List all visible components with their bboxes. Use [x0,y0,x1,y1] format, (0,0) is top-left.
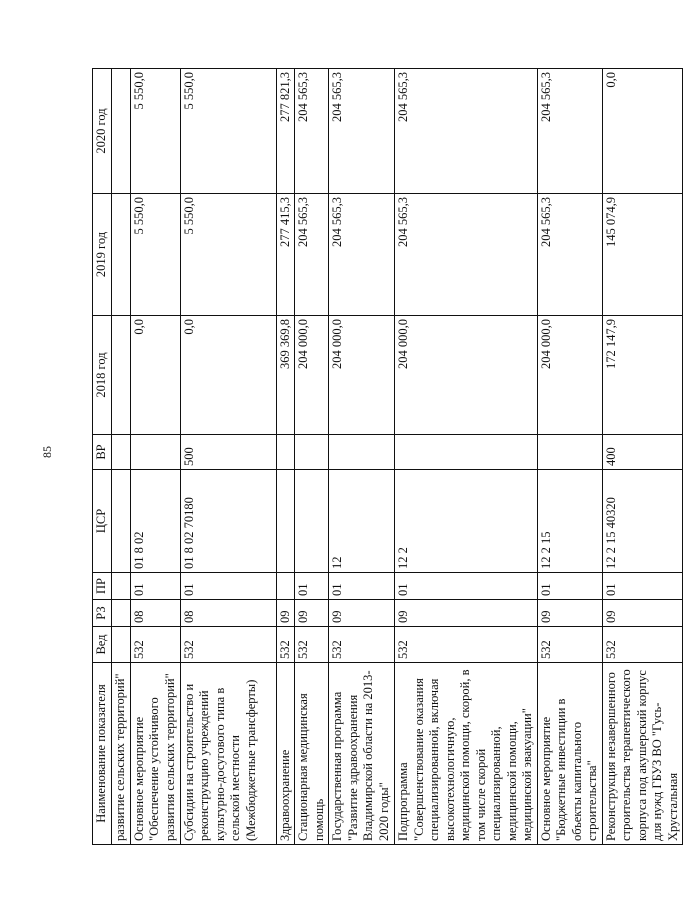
row-rz: 09 [329,600,395,627]
row-csr: 12 2 15 [537,470,602,573]
row-pr: 01 [329,573,395,600]
row-ved: 532 [602,627,683,663]
header-row [93,69,112,845]
row-rz [112,600,131,627]
row-vr [537,435,602,470]
table-row [537,69,602,845]
row-ved: 532 [180,627,276,663]
table-row [602,69,683,845]
row-2019: 204 565,3 [295,194,329,316]
row-pr: 01 [602,573,683,600]
row-ved: 532 [295,627,329,663]
header-ved: Вед [93,627,112,663]
row-vr [112,435,131,470]
row-name: развитие сельских территорий" [112,663,131,845]
row-csr: 12 [329,470,395,573]
row-ved: 532 [329,627,395,663]
budget-table [92,68,683,845]
row-rz: 09 [602,600,683,627]
row-2019: 204 565,3 [537,194,602,316]
row-2019 [112,194,131,316]
row-vr: 500 [180,435,276,470]
row-2020: 277 821,3 [276,69,295,194]
row-rz: 08 [180,600,276,627]
row-2018: 0,0 [180,316,276,435]
row-2018: 369 369,8 [276,316,295,435]
row-2020 [112,69,131,194]
row-name: Государственная программа "Развитие здравоохранения Владимирской области на 2013-2020 годы" [329,663,395,845]
header-2020: 2020 год [93,69,112,194]
row-2018: 204 000,0 [537,316,602,435]
row-vr [395,435,538,470]
table-row [295,69,329,845]
row-csr: 12 2 15 40320 [602,470,683,573]
row-2018: 0,0 [130,316,180,435]
row-vr [295,435,329,470]
table-row [276,69,295,845]
header-name: Наименование показателя [93,663,112,845]
row-rz: 08 [130,600,180,627]
row-rz: 09 [295,600,329,627]
row-2020: 204 565,3 [329,69,395,194]
row-csr: 01 8 02 [130,470,180,573]
table-row [130,69,180,845]
row-2020: 204 565,3 [395,69,538,194]
table-row [395,69,538,845]
row-rz: 09 [276,600,295,627]
row-2020: 5 550,0 [130,69,180,194]
row-pr: 01 [537,573,602,600]
row-2019: 204 565,3 [395,194,538,316]
row-name: Стационарная медицинская помощь [295,663,329,845]
row-vr [329,435,395,470]
row-name: Основное мероприятие "Бюджетные инвестиции в объекты капитального строительства" [537,663,602,845]
row-pr [112,573,131,600]
page-number: 85 [40,446,54,458]
row-ved: 532 [537,627,602,663]
row-pr: 01 [295,573,329,600]
row-csr [295,470,329,573]
row-2018: 204 000,0 [295,316,329,435]
row-vr [276,435,295,470]
row-2018: 204 000,0 [395,316,538,435]
row-ved: 532 [276,627,295,663]
header-rz: РЗ [93,600,112,627]
row-2019: 5 550,0 [180,194,276,316]
row-2018: 172 147,9 [602,316,683,435]
row-pr: 01 [180,573,276,600]
row-ved: 532 [395,627,538,663]
row-name: Реконструкция незавершенного строительства терапевтического корпуса под акушерский корпус для нужд ГБУЗ ВО "Гусь-Хрустальная [602,663,683,845]
row-2019: 5 550,0 [130,194,180,316]
row-2019: 145 074,9 [602,194,683,316]
header-csr: ЦСР [93,470,112,573]
row-pr: 01 [395,573,538,600]
row-name: Основное мероприятие "Обеспечение устойчивого развития сельских территорий" [130,663,180,845]
row-pr: 01 [130,573,180,600]
header-vr: ВР [93,435,112,470]
table-row [329,69,395,845]
rotated-table-container [92,69,680,845]
row-2019: 204 565,3 [329,194,395,316]
row-name: Подпрограмма "Совершенствование оказания специализированной, включая высокотехнологичную, медицинской помощи, скорой, в том числе скорой специализированной, медицинской помощи, медицинской эвакуации" [395,663,538,845]
row-vr [130,435,180,470]
row-2018: 204 000,0 [329,316,395,435]
table-row [112,69,131,845]
table-row [180,69,276,845]
row-name: Здравоохранение [276,663,295,845]
header-pr: ПР [93,573,112,600]
row-pr [276,573,295,600]
row-name: Субсидии на строительство и реконструкцию учреждений культурно-досугового типа в сельской местности (Межбюджетные трансферты) [180,663,276,845]
header-2019: 2019 год [93,194,112,316]
row-2020: 204 565,3 [295,69,329,194]
row-ved [112,627,131,663]
row-ved: 532 [130,627,180,663]
row-csr: 12 2 [395,470,538,573]
row-2020: 5 550,0 [180,69,276,194]
row-2019: 277 415,3 [276,194,295,316]
row-csr [112,470,131,573]
row-rz: 09 [395,600,538,627]
row-2020: 204 565,3 [537,69,602,194]
row-csr [276,470,295,573]
header-2018: 2018 год [93,316,112,435]
row-csr: 01 8 02 70180 [180,470,276,573]
row-vr: 400 [602,435,683,470]
row-2018 [112,316,131,435]
row-rz: 09 [537,600,602,627]
row-2020: 0,0 [602,69,683,194]
